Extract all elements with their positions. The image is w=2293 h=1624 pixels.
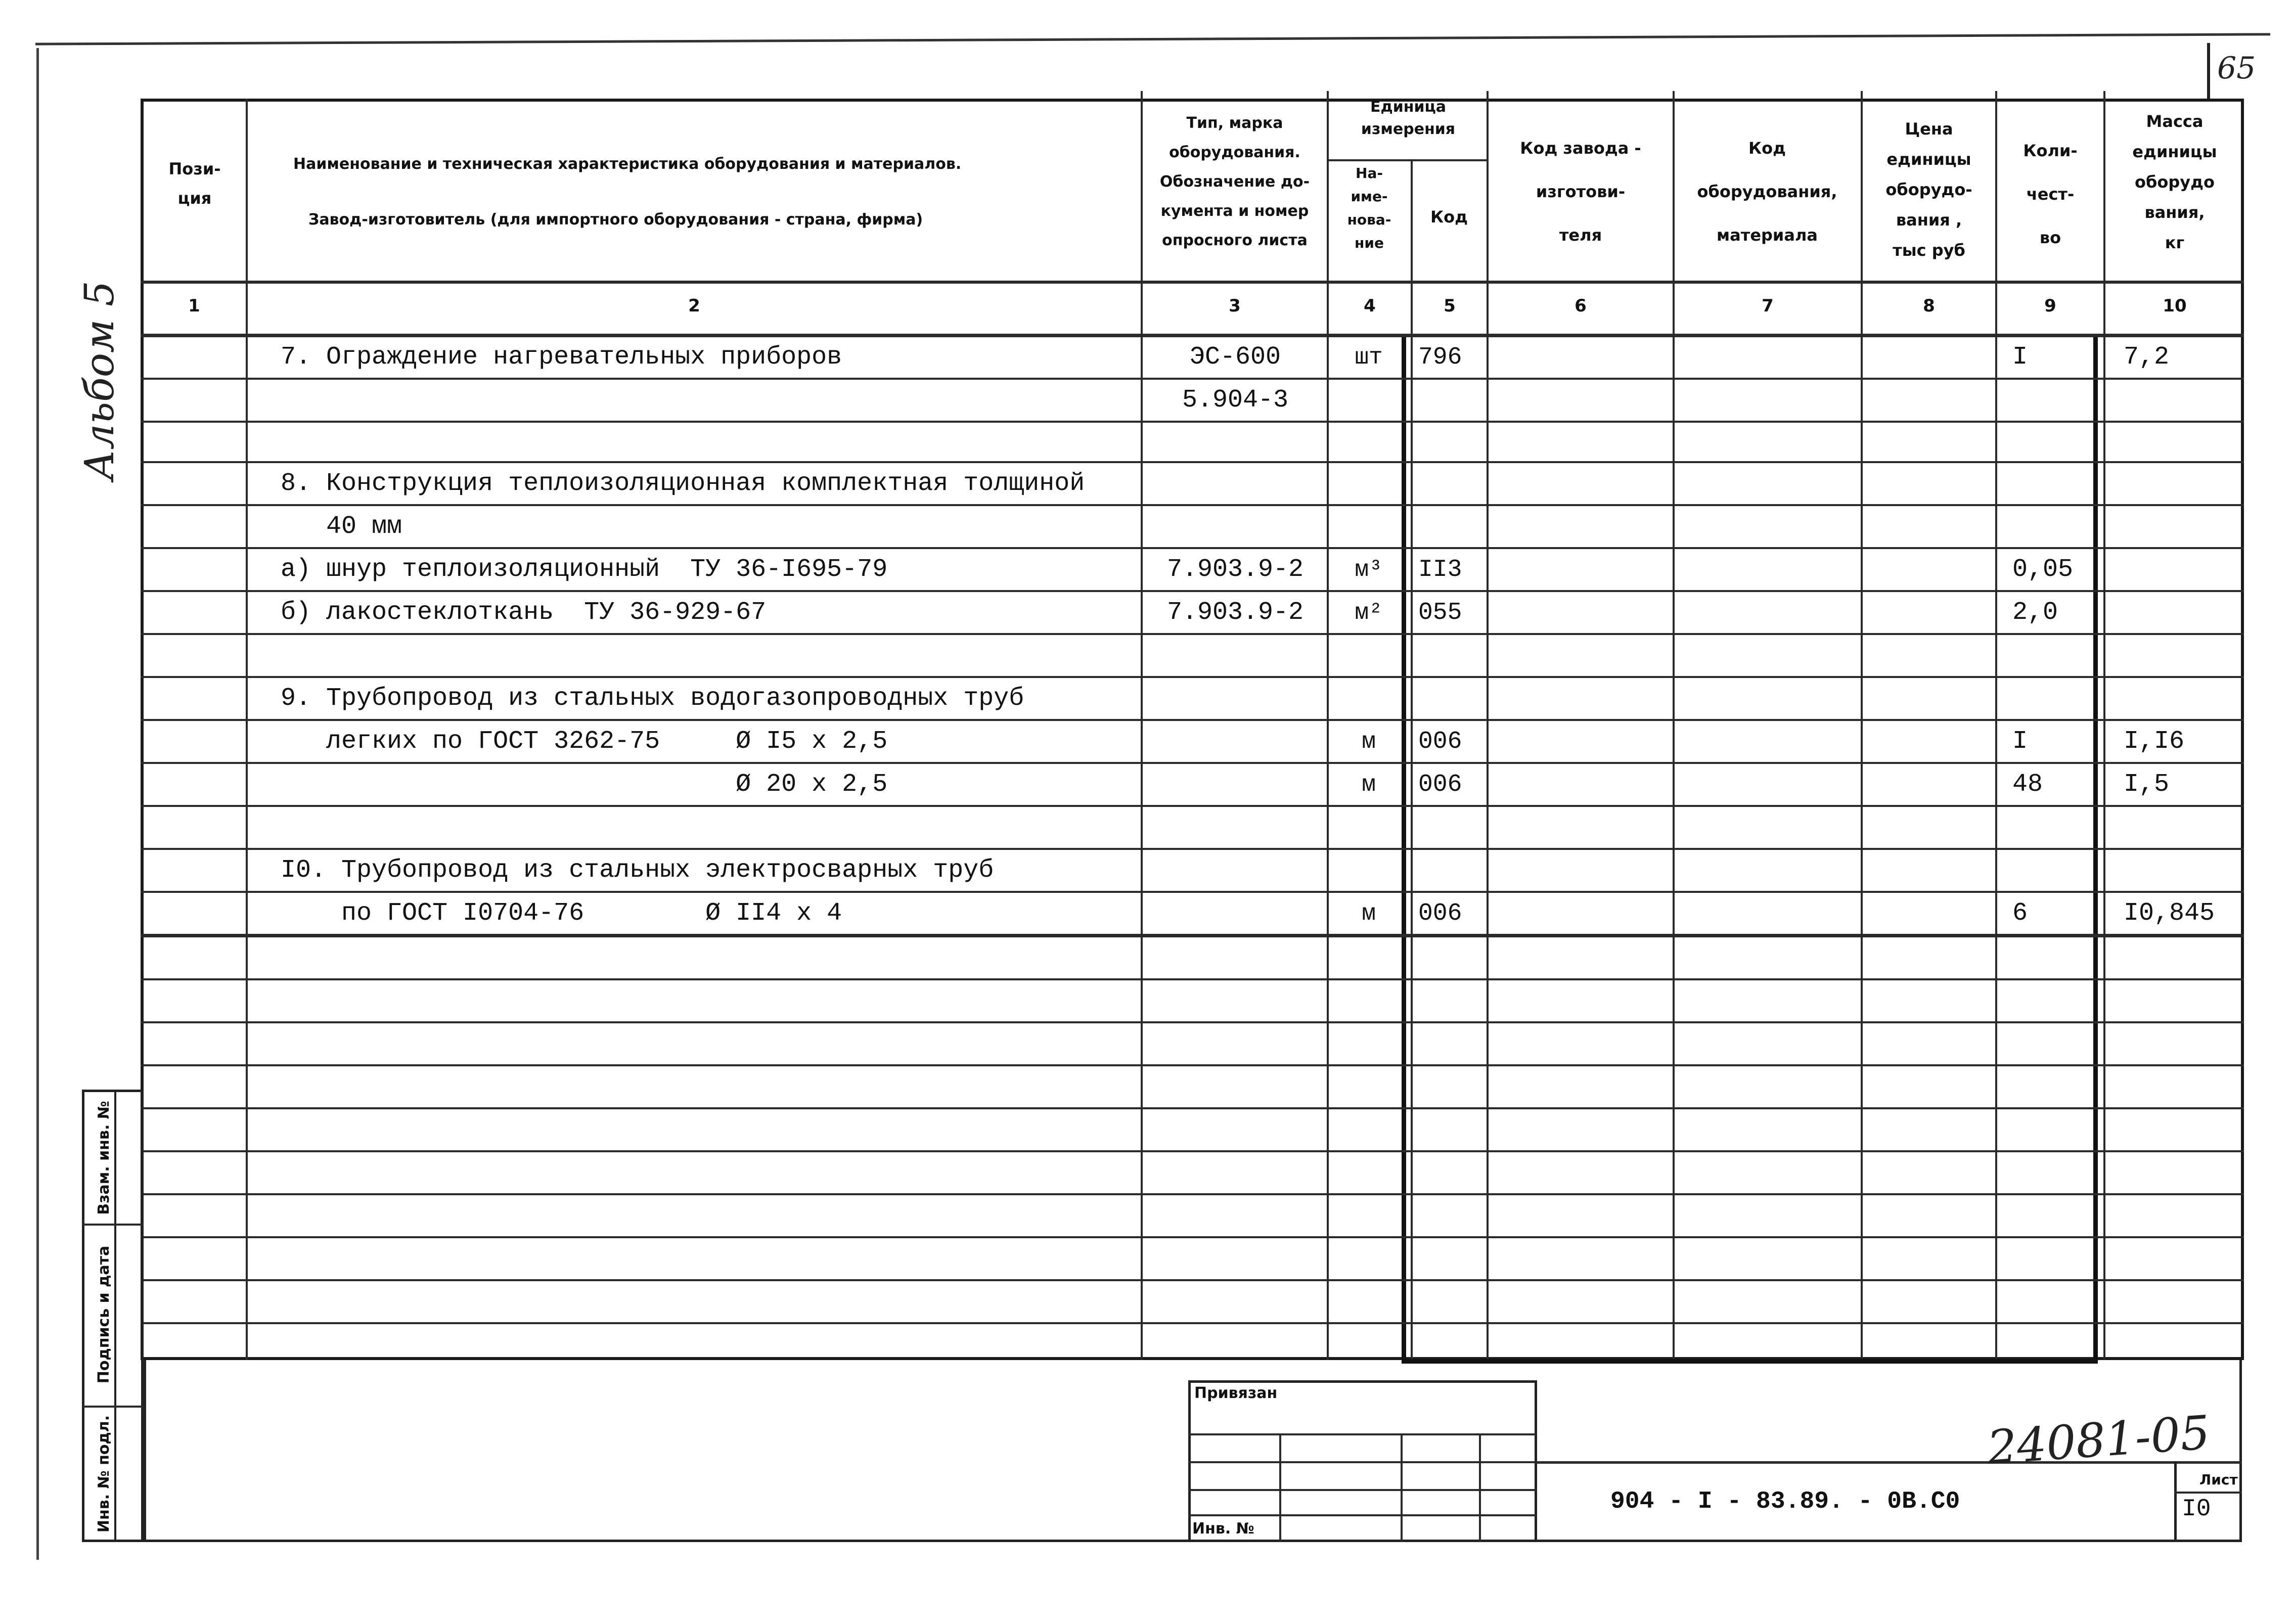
colnum-10: 10 — [2163, 296, 2187, 316]
cell-name: 8. Конструкция теплоизоляционная комплектная толщиной — [281, 469, 1085, 498]
col-line-4 — [1411, 159, 1413, 1360]
cell-name: легких по ГОСТ 3262-75 Ø I5 x 2,5 — [281, 727, 888, 756]
cell-qty: I — [2012, 727, 2028, 756]
header-unit-group: Единица измерения — [1361, 98, 1456, 138]
page-number: 65 — [2217, 51, 2256, 86]
cell-qty: 0,05 — [2012, 555, 2074, 584]
album-note: Альбом 5 — [76, 281, 123, 480]
sheet-value: I0 — [2182, 1496, 2211, 1523]
colnum-bottom-line — [141, 334, 2244, 337]
cell-unit: м² — [1355, 600, 1383, 626]
binding-row-1 — [1188, 1433, 1537, 1435]
cell-name: 7. Ограждение нагревательных приборов — [281, 343, 842, 372]
side-label-inv-original: Инв. № подл. — [95, 1415, 113, 1533]
header-unit-mass: Масса единицы оборудо вания, кг — [2132, 112, 2217, 252]
header-equipment-code: Код оборудования, материала — [1697, 139, 1837, 245]
cell-unit: шт — [1355, 344, 1383, 371]
page-number-box — [2207, 43, 2210, 99]
colnum-1: 1 — [188, 296, 200, 316]
row-line — [141, 719, 2244, 721]
cell-code: 006 — [1418, 728, 1462, 755]
header-unit-price: Цена единицы оборудо- вания , тыс руб — [1885, 119, 1972, 260]
header-name: Наименование и техническая характеристика оборудования и материалов. Завод-изготовитель (для импортного оборудования - страна, фирма) — [293, 155, 962, 229]
designation: 904 - I - 83.89. - 0В.С0 — [1610, 1488, 1960, 1515]
header-type: Тип, марка оборудования. Обозначение до- кумента и номер опросного листа — [1159, 114, 1310, 249]
cell-qty: 2,0 — [2012, 598, 2058, 627]
binding-label: Привязан — [1194, 1384, 1278, 1402]
row-line — [141, 935, 2244, 937]
cell-name: б) лакостеклоткань ТУ 36-929-67 — [281, 598, 767, 627]
colnum-3: 3 — [1229, 296, 1241, 316]
header-unit-code: Код — [1430, 207, 1468, 227]
cell-unit: м — [1362, 900, 1376, 927]
row-line — [141, 461, 2244, 463]
header-bottom-line — [141, 281, 2244, 284]
colnum-2: 2 — [688, 296, 700, 316]
row-line — [141, 1107, 2244, 1109]
cell-name: Ø 20 x 2,5 — [281, 770, 888, 799]
handwritten-number: 24081-05 — [1985, 1405, 2212, 1475]
row-line — [141, 891, 2244, 893]
header-unit-name: На- име- нова- ние — [1347, 165, 1391, 251]
colnum-9: 9 — [2044, 296, 2056, 316]
cell-unit: м — [1362, 772, 1376, 798]
row-line — [141, 762, 2244, 764]
sheet-box-divider — [2174, 1492, 2242, 1494]
header-factory-code: Код завода - изготови- теля — [1520, 139, 1641, 245]
row-line — [141, 633, 2244, 635]
cell-type: ЭС-600 — [1189, 343, 1281, 372]
row-line — [141, 547, 2244, 549]
header-quantity: Коли- чест- во — [2023, 141, 2078, 247]
cell-unit: м³ — [1355, 557, 1383, 583]
col-line-1 — [246, 99, 248, 1360]
cell-mass: I,5 — [2124, 770, 2170, 799]
cell-code: 006 — [1418, 771, 1462, 798]
row-line — [141, 1279, 2244, 1281]
colnum-7: 7 — [1762, 296, 1774, 316]
row-line — [141, 1150, 2244, 1152]
cell-code: II3 — [1418, 556, 1462, 583]
sheet-frame-top — [35, 33, 2270, 45]
binding-row-4 — [1188, 1514, 1537, 1516]
side-label-replace: Взам. инв. № — [95, 1101, 113, 1215]
side-label-signature: Подпись и дата — [95, 1245, 113, 1384]
cell-unit: м — [1362, 729, 1376, 755]
binding-col-3 — [1479, 1433, 1481, 1542]
cell-code: 055 — [1418, 599, 1462, 626]
cell-name: I0. Трубопровод из стальных электросварных труб — [281, 856, 994, 885]
row-line — [141, 805, 2244, 807]
binding-row-3 — [1188, 1489, 1537, 1491]
row-line — [141, 1193, 2244, 1195]
cell-mass: 7,2 — [2124, 343, 2170, 372]
row-line — [141, 676, 2244, 678]
cell-name: а) шнур теплоизоляционный ТУ 36-I695-79 — [281, 555, 888, 584]
row-line — [141, 378, 2244, 380]
binding-col-2 — [1401, 1433, 1403, 1542]
colnum-4: 4 — [1364, 296, 1376, 316]
cell-code: 006 — [1418, 900, 1462, 927]
cell-qty: 48 — [2012, 770, 2043, 799]
cell-qty: 6 — [2012, 899, 2028, 928]
cell-name: 9. Трубопровод из стальных водогазопроводных труб — [281, 684, 1024, 713]
row-line — [141, 848, 2244, 850]
binding-row-2 — [1188, 1461, 1537, 1463]
cell-qty: I — [2012, 343, 2028, 372]
sheet-label: Лист — [2199, 1471, 2238, 1488]
row-line — [141, 590, 2244, 592]
row-line — [141, 978, 2244, 980]
cell-mass: I,I6 — [2124, 727, 2185, 756]
colnum-8: 8 — [1923, 296, 1935, 316]
row-line — [141, 1322, 2244, 1324]
row-line — [141, 1236, 2244, 1238]
binding-col-1 — [1279, 1433, 1281, 1542]
inv-label: Инв. № — [1192, 1520, 1254, 1538]
row-line — [141, 1064, 2244, 1066]
cell-code: 796 — [1418, 344, 1462, 371]
cell-type: 7.903.9-2 — [1166, 555, 1304, 584]
cell-type: 5.904-3 — [1182, 386, 1289, 415]
cell-mass: I0,845 — [2124, 899, 2215, 928]
header-position: Пози- ция — [168, 159, 221, 208]
cell-name: по ГОСТ I0704-76 Ø II4 x 4 — [281, 899, 842, 928]
sheet-frame-left — [36, 48, 39, 1560]
cell-type: 7.903.9-2 — [1166, 598, 1304, 627]
row-line — [141, 421, 2244, 423]
row-line — [141, 504, 2244, 506]
colnum-5: 5 — [1444, 296, 1456, 316]
colnum-6: 6 — [1575, 296, 1587, 316]
cell-name: 40 мм — [281, 512, 402, 541]
unit-group-divider — [1327, 159, 1489, 161]
row-line — [141, 1021, 2244, 1023]
